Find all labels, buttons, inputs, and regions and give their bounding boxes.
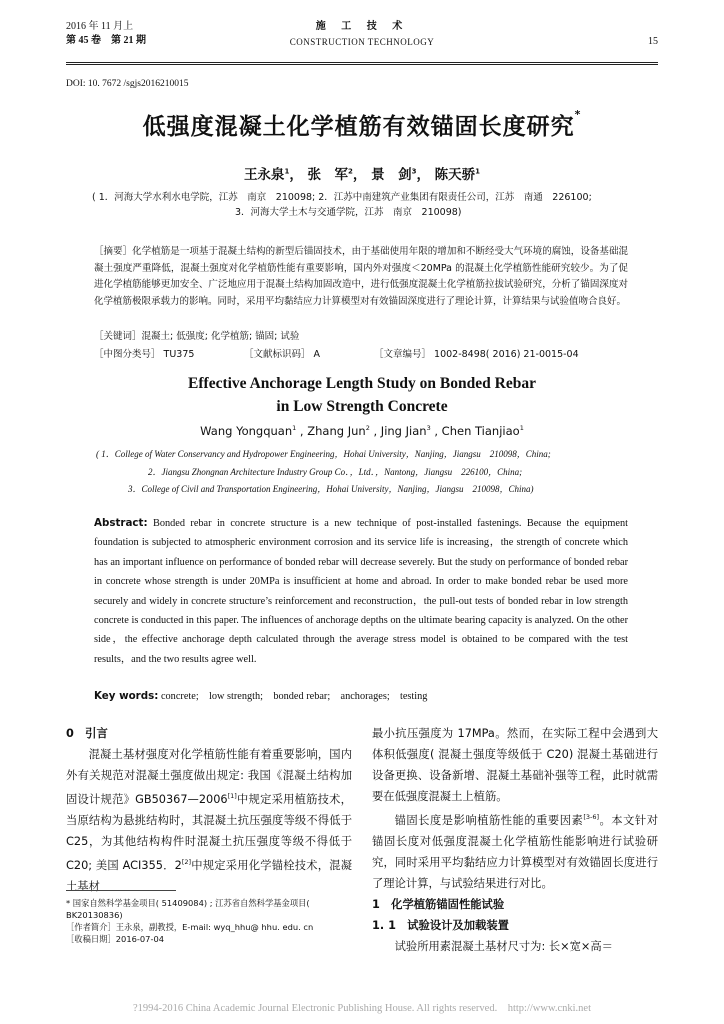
affiliation-zh-line: ( 1．河海大学水利水电学院，江苏 南京 210098; 2．江苏中南建筑产业集团有限责任公司，江苏 南通 226100; — [92, 192, 592, 203]
abstract-zh — [94, 244, 628, 310]
abstract-zh-label: ［摘要］ — [94, 246, 133, 257]
affiliation-en-line: ( 1．College of Water Conservancy and Hydropower Engineering，Hohai University，Nanjing，Jiangsu 210098，China; — [96, 449, 551, 459]
section-heading: 1 化学植筋锚固性能试验 — [372, 897, 505, 911]
header-rule-2 — [66, 64, 658, 65]
author-zh: 景 剑$^3$ — [371, 167, 417, 183]
citation: [2] — [181, 857, 192, 866]
abstract-en — [94, 514, 628, 669]
paragraph: 试验所用素混凝土基材尺寸为: 长×宽×高＝ — [394, 939, 613, 953]
author-zh: 王永泉$^1$ — [243, 167, 290, 183]
document-code: ［文献标识码］ A — [244, 349, 321, 360]
abstract-zh-text: 化学植筋是一项基于混凝土结构的新型后锚固技术，由于基础使用年限的增加和不断经受大气环境的腐蚀，设备基础混凝土强度严重降低，混凝土强度对化学植筋性能有重要影响，国内外对强度＜20MPa 的混凝土化学植筋性能研究较少。为了促进化学植筋能够更加安全、广泛地应用于混凝土结构加固改造中，进行低强度混凝土化学植筋拉拔试验研究，分析了锚固深度对化学植筋极限承载力的影响。同时，采用平均黏结应力计算模型对有效锚固深度进行了理论计算，计算结果与试验值吻合良好。 — [94, 246, 628, 307]
footnote: * 国家自然科学基金项目( 51409084) ; 江苏省自然科学基金项目( BK20130836) — [66, 898, 310, 920]
issue-date: 2016 年 11 月上 — [66, 21, 134, 32]
author-en: Chen Tianjiao$^1$ — [441, 424, 524, 438]
footnote: ［收稿日期］2016-07-04 — [66, 934, 164, 944]
running-header — [66, 20, 658, 64]
abstract-en-text: Bonded rebar in concrete structure is a new technique of post-installed fastenings. Because the equipment foundation is subjected to atmospheric environment corrosion and its service life is increasing，the strength of concrete which has an important influence on performance of bonded rebar will decrease severely. But the study on performance of bonded rebar in concrete whose strength is under 20MPa is insufficient at home and abroad. In order to make bonded rebar be used more securely and widely in concrete structure’s reinforcement and reconstruction，the pull-out tests of bonded rebar in low strength concrete is conducted in this paper. The influences of anchorage depths on the ultimate bearing capacity is analyzed. On the other side，the effective anchorage depth calculated through the average stress model is obtained to be compared with the test results，and the two results agree well. — [94, 518, 628, 665]
body-left-column — [66, 723, 352, 897]
affiliation-en-line: 3．College of Civil and Transportation Engineering，Hohai University，Nanjing，Jiangsu 210098，China) — [128, 484, 534, 494]
title-footnote-mark: * — [574, 108, 582, 121]
author-zh: 张 军$^2$ — [307, 167, 353, 183]
journal-name-en: CONSTRUCTION TECHNOLOGY — [289, 37, 435, 47]
title-zh-text: 低强度混凝土化学植筋有效锚固长度研究 — [142, 114, 575, 140]
footnotes — [66, 897, 356, 945]
paragraph: 混凝土基材强度对化学植筋性能有着重要影响，国内外有关规范对混凝土强度做出规定: 我国《混凝土结构加固设计规范》GB50367—2006[1]中规定采用植筋技术，当原结构为悬挑结构时，其混凝土抗压强度等级不得低于 C25，为其他结构构件时混凝土抗压强度等级不得低于 C20; 美国 ACI355．2[2]中规定采用化学锚栓技术，混凝土基材 — [66, 748, 352, 893]
authors-en: Wang Yongquan$^1$ , Zhang Jun$^2$ , Jing Jian$^3$ , Chen Tianjiao$^1$ — [200, 424, 524, 438]
section-heading: 0 引言 — [66, 727, 108, 740]
doi: DOI: 10. 7672 /sgjs2016210015 — [66, 79, 189, 89]
body-right-column — [372, 723, 658, 957]
keywords-zh: ［关键词］混凝土; 低强度; 化学植筋; 锚固; 试验 — [94, 331, 300, 342]
clc-number: ［中图分类号］ TU375 — [94, 349, 195, 360]
volume-issue: 第 45 卷 第 21 期 — [66, 35, 146, 46]
footnote: ［作者简介］王永泉，副教授，E-mail: wyq_hhu@ hhu. edu. cn — [66, 922, 314, 932]
copyright-footer: ?1994-2016 China Academic Journal Electronic Publishing House. All rights reserved. http://www.cnki.net — [132, 1003, 592, 1014]
authors-zh: 王永泉$^1$， 张 军$^2$， 景 剑$^3$， 陈天骄$^1$ — [243, 167, 481, 183]
affiliation-zh-line: 3．河海大学土木与交通学院，江苏 南京 210098) — [235, 207, 462, 218]
citation: [3-6] — [583, 813, 600, 821]
author-zh: 陈天骄$^1$ — [434, 167, 481, 183]
paragraph: 最小抗压强度为 17MPa。然而，在实际工程中会遇到大体积低强度( 混凝土强度等级低于 C20) 混凝土基础进行设备更换、设备新增、混凝土基础补强等工程，此时就需要在低强度混凝土上植筋。 — [372, 727, 658, 803]
article-number: ［文章编号］ 1002-8498( 2016) 21-0015-04 — [374, 349, 579, 360]
citation: [1] — [227, 792, 237, 800]
affiliations-en — [96, 446, 636, 499]
keywords-en: Key words: concrete; low strength; bonded rebar; anchorages; testing — [94, 690, 428, 702]
header-rule — [66, 62, 658, 63]
paragraph: 锚固长度是影响植筋性能的重要因素[3-6]。本文针对锚固长度对低强度混凝土化学植筋性能影响进行试验研究，同时采用平均黏结应力计算模型对有效锚固长度进行了理论计算，与试验结果进行对比。 — [372, 813, 658, 890]
paper-title-en: Effective Anchorage Length Study on Bonded Rebar in Low Strength Concrete — [188, 375, 536, 415]
footnote-rule — [66, 890, 176, 891]
subsection-heading: 1. 1 试验设计及加载装置 — [372, 918, 509, 932]
abstract-en-label: Abstract: — [94, 517, 148, 529]
author-en: Wang Yongquan$^1$ — [200, 424, 297, 438]
affiliations-zh — [92, 190, 642, 220]
affiliation-en-line: 2．Jiangsu Zhongnan Architecture Industry Group Co．，Ltd．，Nantong，Jiangsu 226100，China; — [148, 466, 523, 477]
journal-name-zh: 施 工 技 术 — [315, 21, 409, 32]
author-en: Zhang Jun$^2$ — [307, 424, 370, 438]
author-en: Jing Jian$^3$ — [380, 424, 431, 438]
page-number: 15 — [648, 36, 658, 47]
paper-title-zh — [0, 108, 724, 141]
